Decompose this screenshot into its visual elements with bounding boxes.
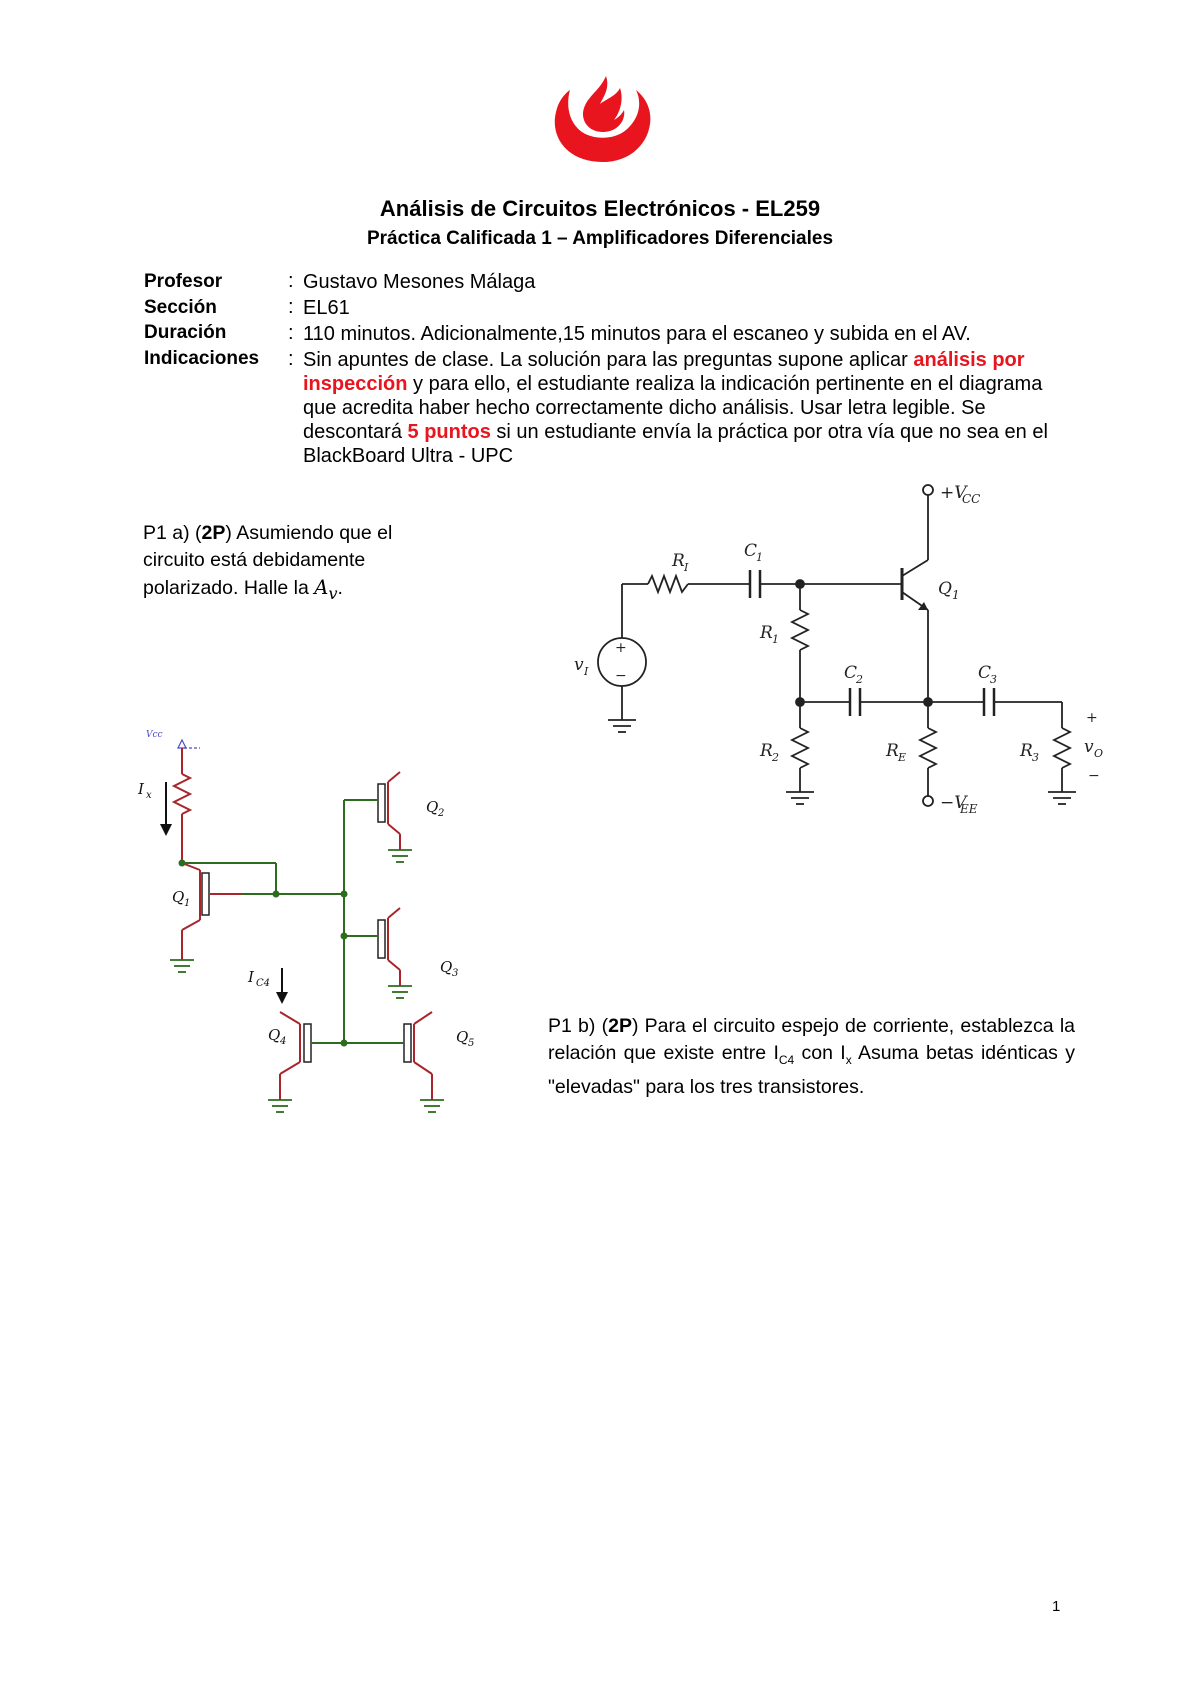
- question-p1b: P1 b) (2P) Para el circuito espejo de corriente, establezca la relación que existe entre $I_{C4}$ con $I_x$ Asuma betas idénticas y "elevadas" para los tres transistores.: [548, 1015, 1075, 1098]
- svg-text:I: I: [684, 561, 689, 574]
- profesor-label: Profesor: [144, 271, 223, 292]
- svg-text:+V: +V: [940, 483, 967, 503]
- profesor-value: Gustavo Mesones Málaga: [303, 271, 536, 293]
- upc-logo: [548, 70, 658, 165]
- svg-text:1: 1: [772, 633, 779, 646]
- svg-text:3: 3: [452, 968, 459, 979]
- svg-text:+: +: [1086, 710, 1098, 726]
- svg-text:C: C: [844, 663, 858, 683]
- highlight-analysis: análisis por inspección: [303, 349, 1025, 395]
- svg-text:Q: Q: [426, 798, 439, 816]
- svg-text:I: I: [248, 968, 254, 986]
- amplifier-circuit: [560, 470, 1120, 840]
- svg-text:C4: C4: [256, 978, 271, 989]
- colon: :: [288, 348, 294, 370]
- document-subtitle: Práctica Calificada 1 – Amplificadores Diferenciales: [366, 228, 834, 249]
- svg-text:R: R: [886, 741, 899, 761]
- svg-text:EE: EE: [960, 802, 978, 816]
- indicaciones-text: Sin apuntes de clase. La solución para las preguntas supone aplicar análisis por inspección y para ello, el estudiante realiza la indicación pertinente en el diagrama que acredita haber hecho correctamente dicho análisis. Usar letra legible. Se descontará 5 puntos si un estudiante envía la práctica por otra vía que no sea en el BlackBoard Ultra - UPC: [303, 349, 1048, 467]
- colon: :: [288, 322, 294, 344]
- svg-text:1: 1: [184, 898, 191, 909]
- svg-text:Q: Q: [268, 1026, 281, 1044]
- svg-text:1: 1: [952, 588, 960, 602]
- svg-text:E: E: [898, 751, 907, 764]
- current-mirror-circuit: [130, 720, 510, 1190]
- svg-text:3: 3: [990, 673, 997, 686]
- svg-text:C: C: [978, 663, 992, 683]
- colon: :: [288, 270, 294, 292]
- question-p1a: P1 a) (2P) Asumiendo que el circuito está debidamente polarizado. Halle la $A_v$.: [143, 522, 393, 603]
- svg-text:I: I: [584, 665, 589, 678]
- svg-text:Q: Q: [456, 1028, 469, 1046]
- svg-text:I: I: [138, 780, 144, 798]
- seccion-value: EL61: [303, 297, 350, 319]
- svg-text:−: −: [1088, 768, 1100, 784]
- svg-text:C: C: [744, 541, 758, 561]
- seccion-label: Sección: [144, 297, 217, 318]
- indicaciones-label: Indicaciones: [144, 348, 260, 369]
- svg-text:5: 5: [468, 1038, 475, 1049]
- svg-text:2: 2: [772, 751, 779, 764]
- svg-text:1: 1: [756, 551, 763, 564]
- svg-text:−V: −V: [940, 793, 967, 813]
- document-title: Análisis de Circuitos Electrónicos - EL259: [379, 196, 821, 221]
- svg-text:−: −: [615, 668, 627, 684]
- svg-text:R: R: [760, 741, 773, 761]
- colon: :: [288, 296, 294, 318]
- highlight-points: 5 puntos: [407, 421, 491, 443]
- svg-text:R: R: [672, 551, 685, 571]
- svg-text:4: 4: [280, 1036, 287, 1047]
- duracion-value: 110 minutos. Adicionalmente,15 minutos para el escaneo y subida en el AV.: [303, 323, 971, 345]
- svg-text:3: 3: [1032, 751, 1039, 764]
- svg-text:Q: Q: [172, 888, 185, 906]
- svg-text:v: v: [574, 655, 584, 675]
- svg-text:x: x: [146, 790, 152, 801]
- svg-text:R: R: [760, 623, 773, 643]
- svg-text:2: 2: [856, 673, 863, 686]
- duracion-label: Duración: [144, 322, 227, 343]
- svg-text:2: 2: [438, 808, 445, 819]
- svg-text:Q: Q: [938, 579, 952, 599]
- page-number: 1: [1052, 1598, 1061, 1615]
- svg-text:R: R: [1020, 741, 1033, 761]
- svg-text:v: v: [1084, 737, 1094, 757]
- svg-text:Q: Q: [440, 958, 453, 976]
- svg-text:+: +: [615, 640, 627, 656]
- svg-text:CC: CC: [962, 492, 981, 506]
- svg-text:Vcc: Vcc: [146, 730, 163, 740]
- svg-text:O: O: [1094, 747, 1104, 760]
